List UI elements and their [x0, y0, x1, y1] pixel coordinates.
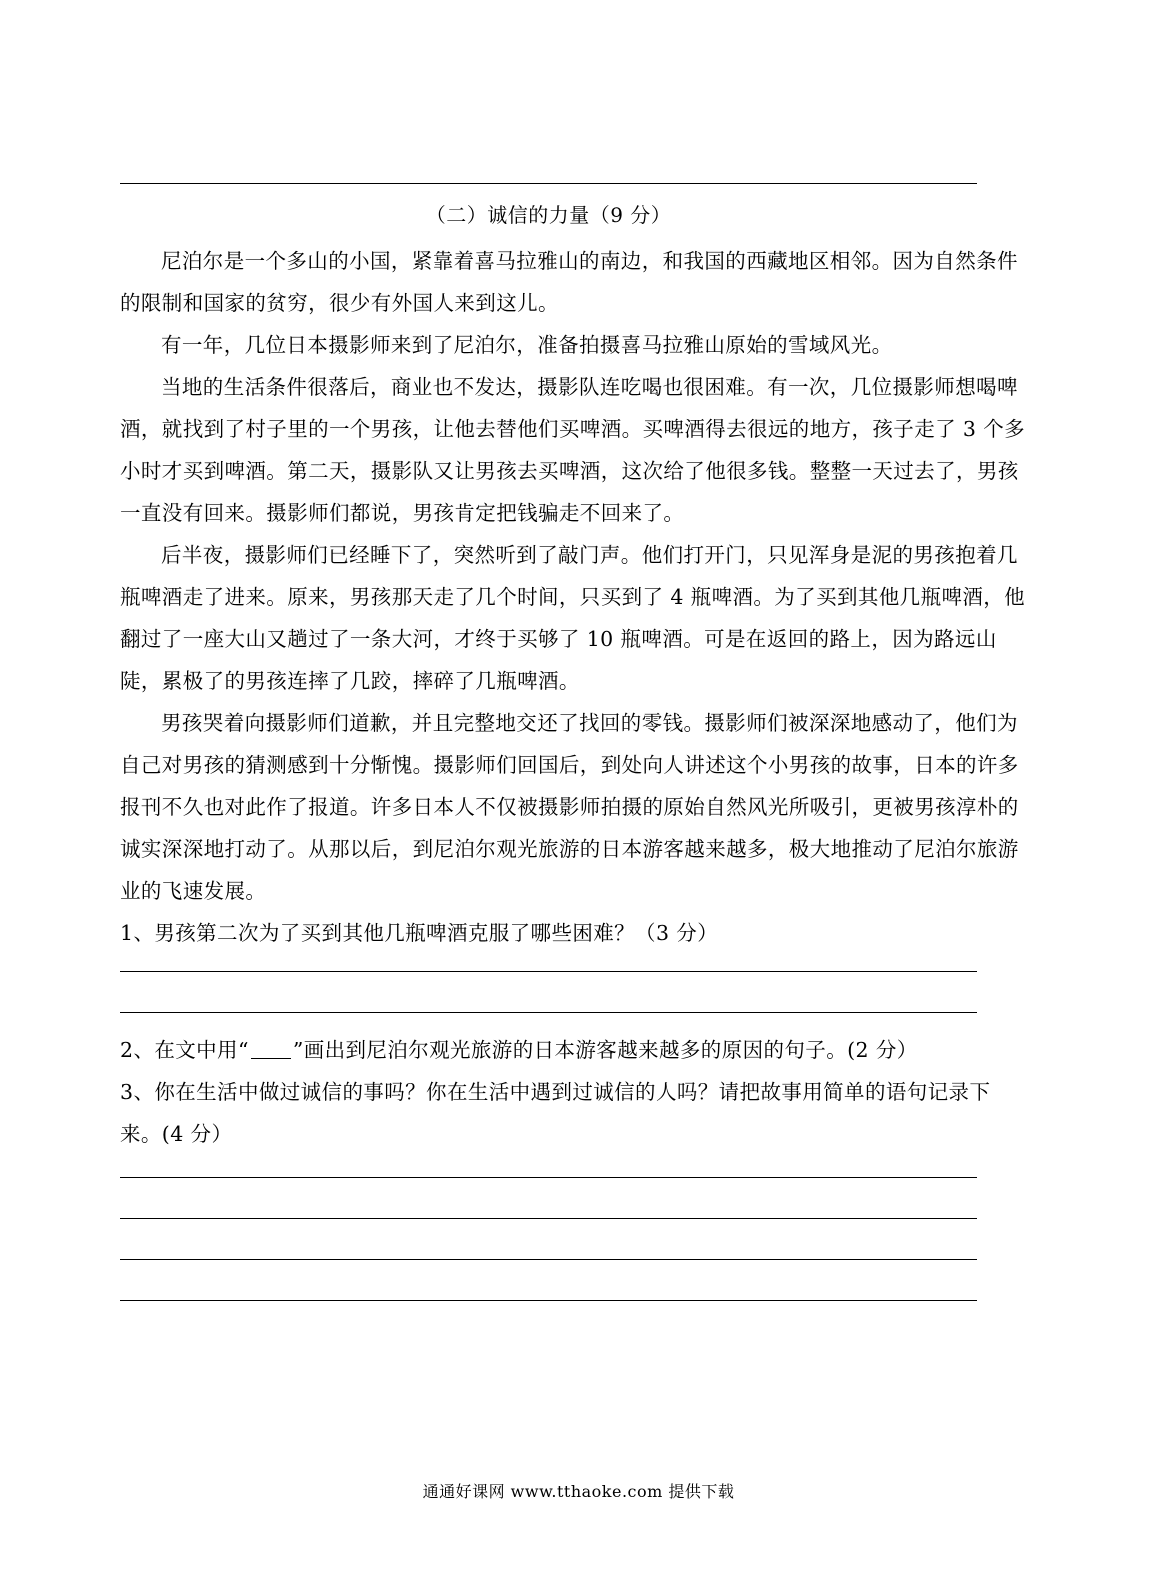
answer-area-3 — [120, 1177, 1030, 1301]
top-rule — [120, 183, 977, 184]
paragraph-2: 有一年，几位日本摄影师来到了尼泊尔，准备拍摄喜马拉雅山原始的雪域风光。 — [161, 333, 893, 357]
answer-line — [120, 972, 977, 1013]
question-3: 3、你在生活中做过诚信的事吗？你在生活中遇到过诚信的人吗？请把故事用简单的语句记录下来。(4 分） — [120, 1080, 991, 1146]
paragraph-4: 后半夜，摄影师们已经睡下了，突然听到了敲门声。他们打开门，只见浑身是泥的男孩抱着几瓶啤酒走了进来。原来，男孩那天走了几个时间，只买到了 4 瓶啤酒。为了买到其他几瓶啤酒，他翻过了一座大山又趟过了一条大河，才终于买够了 10 瓶啤酒。可是在返回的路上，因为路远山陡，累极了的男孩连摔了几跤，摔碎了几瓶啤酒。 — [120, 543, 1026, 693]
answer-line — [120, 1260, 977, 1301]
article-body — [120, 240, 1030, 1301]
question-2 — [120, 1029, 1030, 1071]
paragraph-5: 男孩哭着向摄影师们道歉，并且完整地交还了找回的零钱。摄影师们被深深地感动了，他们为自己对男孩的猜测感到十分惭愧。摄影师们回国后，到处向人讲述这个小男孩的故事，日本的许多报刊不久也对此作了报道。许多日本人不仅被摄影师拍摄的原始自然风光所吸引，更被男孩淳朴的诚实深深地打动了。从那以后，到尼泊尔观光旅游的日本游客越来越多，极大地推动了尼泊尔旅游业的飞速发展。 — [120, 711, 1019, 903]
paragraph-1: 尼泊尔是一个多山的小国，紧靠着喜马拉雅山的南边，和我国的西藏地区相邻。因为自然条件的限制和国家的贫穷，很少有外国人来到这儿。 — [120, 249, 1018, 315]
answer-area-1 — [120, 954, 1030, 1013]
paragraph-3: 当地的生活条件很落后，商业也不发达，摄影队连吃喝也很困难。有一次，几位摄影师想喝啤酒，就找到了村子里的一个男孩，让他去替他们买啤酒。买啤酒得去很远的地方，孩子走了 3 个多小时才买到啤酒。第二天，摄影队又让男孩去买啤酒，这次给了他很多钱。整整一天过去了，男孩一直没有回来。摄影师们都说，男孩肯定把钱骗走不回来了。 — [120, 375, 1026, 525]
answer-line — [120, 1178, 977, 1219]
question-2-text-end: ”画出到尼泊尔观光旅游的日本游客越来越多的原因的句子。(2 分） — [292, 1038, 918, 1062]
section-title: （二）诚信的力量（9 分） — [425, 203, 672, 227]
underline-blank — [251, 1038, 291, 1060]
question-2-text-start: 2、在文中用“ — [120, 1038, 249, 1062]
answer-line — [120, 954, 977, 972]
footer-credit: 通通好课网 www.tthaoke.com 提供下载 — [422, 1482, 735, 1501]
answer-line — [120, 1219, 977, 1260]
question-1: 1、男孩第二次为了买到其他几瓶啤酒克服了哪些困难？（3 分） — [120, 921, 719, 945]
